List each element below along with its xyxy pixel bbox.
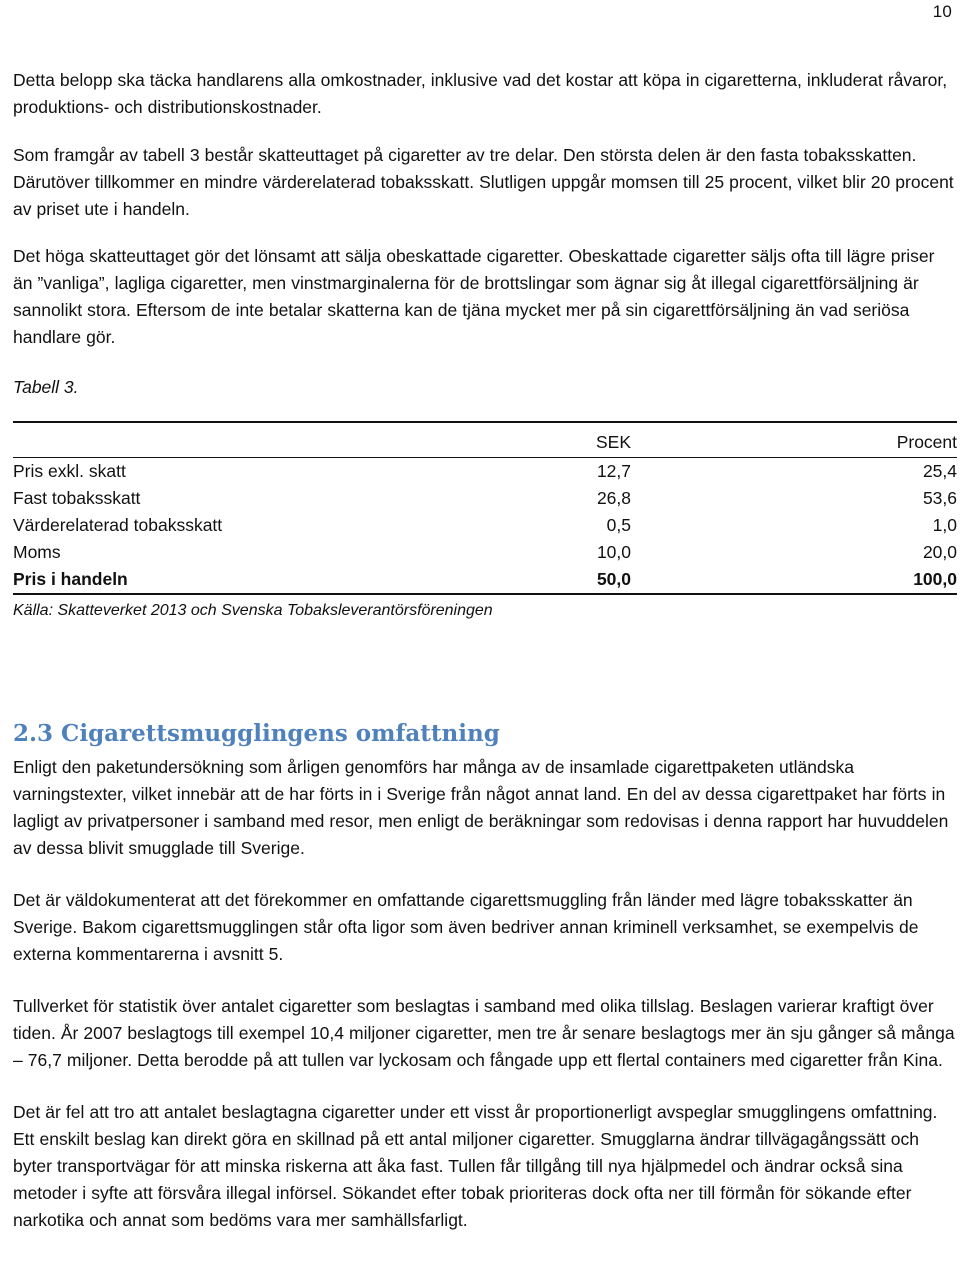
table-source-note: Källa: Skatteverket 2013 och Svenska Tobaksleverantörsföreningen <box>13 602 493 619</box>
row-sek: 26,8 <box>596 488 631 508</box>
row-label: Värderelaterad tobaksskatt <box>13 515 223 535</box>
row-percent: 20,0 <box>922 542 957 562</box>
row-percent: 1,0 <box>932 515 957 535</box>
header-percent: Procent <box>631 422 957 458</box>
row-sek: 12,7 <box>596 461 631 481</box>
section-heading: 2.3 Cigarettsmugglingens omfattning <box>13 720 500 747</box>
table-row <box>13 485 957 512</box>
section-paragraph-4: Det är fel att tro att antalet beslagtagna cigaretter under ett visst år proportionerligt avspeglar smugglingens omfattning. Ett enskilt beslag kan direkt göra en skillnad på ett antal miljoner cigaretter. Smugglarna ändrar tillvägagångssätt och byter transportvägar för att minska riskerna att åka fast. Tullen får tillgång till nya hjälpmedel och ändrar också sina metoder i syfte att försvåra illegal införsel. Sökandet efter tobak prioriteras dock ofta ner till förmån för sökande efter narkotika och annat som bedöms vara mer samhällsfarligt. <box>13 1102 938 1230</box>
section-paragraph-3: Tullverket för statistik över antalet cigaretter som beslagtas i samband med olika tillslag. Beslagen varierar kraftigt över tiden. År 2007 beslagtogs till exempel 10,4 miljoner cigaretter, men tre år senare beslagtogs mer än sju gånger så många – 76,7 miljoner. Detta berodde på att tullen var lyckosam och fångade upp ett flertal containers med cigaretter från Kina. <box>13 996 955 1070</box>
row-label: Pris exkl. skatt <box>13 461 126 481</box>
table-row <box>13 512 957 539</box>
table-row <box>13 458 957 486</box>
table-header-row <box>13 422 957 458</box>
row-label: Moms <box>13 542 61 562</box>
page-number: 10 <box>932 2 952 21</box>
total-label: Pris i handeln <box>13 569 128 589</box>
tax-breakdown-table <box>13 421 957 595</box>
row-percent: 53,6 <box>922 488 957 508</box>
intro-paragraph-1: Detta belopp ska täcka handlarens alla omkostnader, inklusive vad det kostar att köpa in cigaretterna, inkluderat råvaror, produktions- och distributionskostnader. <box>13 70 948 117</box>
intro-paragraph-3: Det höga skatteuttaget gör det lönsamt att sälja obeskattade cigaretter. Obeskattade cigaretter säljs ofta till lägre priser än ”vanliga”, lagliga cigaretter, men vinstmarginalerna för de brottslingar som ägnar sig åt illegal cigarettförsäljning är sannolikt stora. Eftersom de inte betalar skatterna kan de tjäna mycket mer på sin cigarettförsäljning än vad seriösa handlare gör. <box>13 246 935 347</box>
table-total-row <box>13 566 957 594</box>
section-paragraph-1: Enligt den paketundersökning som årligen genomförs har många av de insamlade cigarettpaketen utländska varningstexter, vilket innebär att de har förts in i Sverige från något annat land. En del av dessa cigarettpaket har förts in lagligt av privatpersoner i samband med resor, men enligt de beräkningar som redovisas i denna rapport har huvuddelen av dessa blivit smugglade till Sverige. <box>13 757 949 858</box>
row-percent: 25,4 <box>922 461 957 481</box>
header-sek: SEK <box>453 422 631 458</box>
row-label: Fast tobaksskatt <box>13 488 141 508</box>
intro-paragraph-2: Som framgår av tabell 3 består skatteuttaget på cigaretter av tre delar. Den största delen är den fasta tobaksskatten. Därutöver tillkommer en mindre värderelaterad tobaksskatt. Slutligen uppgår momsen till 25 procent, vilket blir 20 procent av priset ute i handeln. <box>13 145 954 219</box>
section-paragraph-2: Det är väldokumenterat att det förekommer en omfattande cigarettsmuggling från länder med lägre tobaksskatter än Sverige. Bakom cigarettsmugglingen står ofta ligor som även bedriver annan kriminell verksamhet, se exempelvis de externa kommentarerna i avsnitt 5. <box>13 890 919 964</box>
header-label <box>13 422 453 458</box>
row-sek: 10,0 <box>596 542 631 562</box>
row-sek: 0,5 <box>606 515 631 535</box>
table-row <box>13 539 957 566</box>
total-sek: 50,0 <box>596 569 631 589</box>
document-body <box>13 67 955 1234</box>
total-percent: 100,0 <box>913 569 957 589</box>
table-caption: Tabell 3. <box>13 377 79 397</box>
